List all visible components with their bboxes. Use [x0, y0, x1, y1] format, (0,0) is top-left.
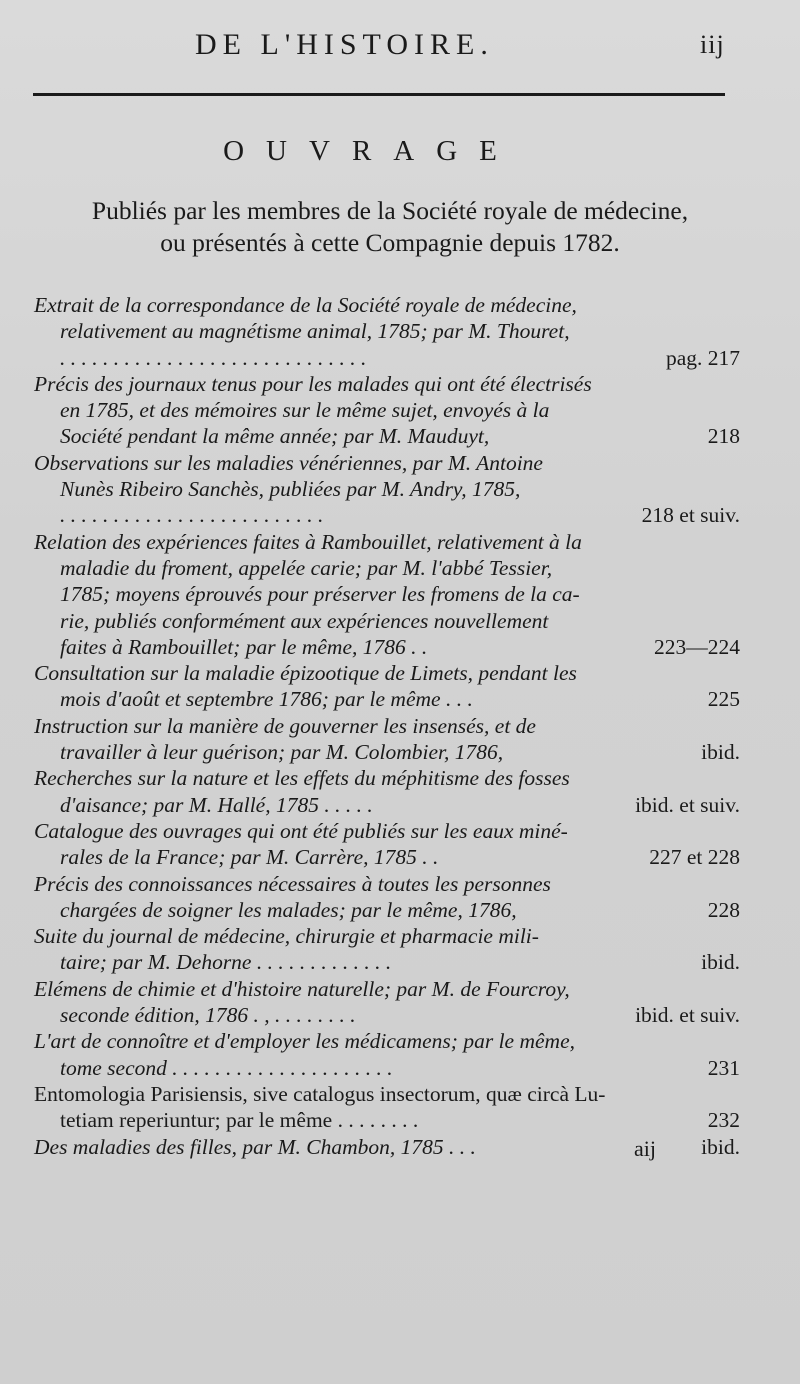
bibliography-entry — [34, 923, 740, 976]
bibliography-entry — [34, 292, 740, 371]
section-title: OUVRAGE — [223, 135, 519, 167]
entry-text: tetiam reperiuntur; par le même . . . . . . . . — [60, 1108, 419, 1133]
subtitle-line-2: ou présentés à cette Compagnie depuis 1782. — [160, 228, 620, 257]
entry-line — [34, 844, 740, 870]
entry-line — [34, 792, 740, 818]
entry-text: maladie du froment, appelée carie; par M. l'abbé Tessier, — [60, 555, 553, 580]
bibliography-entry — [34, 371, 740, 450]
page-reference: 231 — [707, 1055, 740, 1080]
page-reference: pag. 217 — [665, 345, 740, 370]
entry-text: L'art de connoître et d'employer les médicamens; par le même, — [34, 1029, 575, 1054]
bibliography-entry — [34, 871, 740, 924]
entry-line — [34, 923, 740, 949]
entry-line — [34, 397, 740, 423]
entry-line — [34, 502, 740, 528]
entry-text: Suite du journal de médecine, chirurgie et pharmacie mili- — [34, 924, 539, 949]
entry-text: seconde édition, 1786 . , . . . . . . . . — [60, 1003, 356, 1028]
entry-line — [34, 450, 740, 476]
entry-text: . . . . . . . . . . . . . . . . . . . . . . . . . . . . . — [60, 345, 367, 370]
entry-text: chargées de soigner les malades; par le même, 1786, — [60, 897, 517, 922]
entry-text: Société pendant la même année; par M. Mauduyt, — [60, 424, 490, 449]
entry-line — [34, 318, 740, 344]
entry-text: Observations sur les maladies vénériennes, par M. Antoine — [34, 450, 543, 475]
bibliography-entry — [34, 765, 740, 818]
entry-text: Instruction sur la manière de gouverner les insensés, et de — [34, 713, 536, 738]
entry-line — [34, 1055, 740, 1081]
page-reference: 218 et suiv. — [641, 503, 740, 528]
entry-text: Elémens de chimie et d'histoire naturelle; par M. de Fourcroy, — [34, 976, 570, 1001]
section-subtitle — [30, 195, 750, 259]
entry-line — [34, 871, 740, 897]
bibliography-entry — [34, 713, 740, 766]
entry-line — [34, 529, 740, 555]
entry-text: Relation des expériences faites à Rambouillet, relativement à la — [34, 529, 582, 554]
page-reference: 225 — [707, 687, 740, 712]
entry-text: Précis des connoissances nécessaires à toutes les personnes — [34, 871, 551, 896]
entry-text: Recherches sur la nature et les effets du méphitisme des fosses — [34, 766, 570, 791]
header-rule — [33, 93, 725, 96]
entry-line — [34, 713, 740, 739]
entry-line — [34, 634, 740, 660]
entry-text: Nunès Ribeiro Sanchès, publiées par M. Andry, 1785, — [60, 477, 521, 502]
entry-line — [34, 345, 740, 371]
entry-text: mois d'août et septembre 1786; par le même . . . — [60, 687, 473, 712]
page-reference: ibid. — [701, 1134, 740, 1159]
entry-text: Précis des journaux tenus pour les malades qui ont été électrisés — [34, 371, 592, 396]
entry-text: Des maladies des filles, par M. Chambon, 1785 . . . — [34, 1134, 476, 1159]
entry-text: taire; par M. Dehorne . . . . . . . . . . . . . — [60, 950, 392, 975]
entry-line — [34, 608, 740, 634]
page-reference: 227 et 228 — [649, 845, 740, 870]
entry-text: faites à Rambouillet; par le même, 1786 . . — [60, 634, 428, 659]
entry-line — [34, 555, 740, 581]
bibliography-entry — [34, 1081, 740, 1134]
entry-line — [34, 1107, 740, 1133]
entry-text: Consultation sur la maladie épizootique de Limets, pendant les — [34, 661, 577, 686]
page-reference: ibid. — [701, 740, 740, 765]
bibliography-entry — [34, 529, 740, 660]
entry-text: Entomologia Parisiensis, sive catalogus insectorum, quæ circà Lu- — [34, 1081, 606, 1106]
page-reference: ibid. — [701, 950, 740, 975]
entry-line — [34, 423, 740, 449]
entry-line — [34, 1002, 740, 1028]
entry-line — [34, 739, 740, 765]
entry-line — [34, 1081, 740, 1107]
entry-line — [34, 897, 740, 923]
entry-line — [34, 660, 740, 686]
page-reference: ibid. et suiv. — [635, 792, 740, 817]
entry-line — [34, 976, 740, 1002]
running-head — [0, 28, 800, 68]
entry-line — [34, 371, 740, 397]
bibliography-list — [34, 292, 740, 1160]
page-reference: 218 — [707, 424, 740, 449]
bibliography-entry — [34, 660, 740, 713]
page-reference: 223—224 — [654, 634, 740, 659]
entry-line — [34, 292, 740, 318]
entry-text: Catalogue des ouvrages qui ont été publiés sur les eaux miné- — [34, 818, 568, 843]
entry-text: d'aisance; par M. Hallé, 1785 . . . . . — [60, 792, 373, 817]
bibliography-entry — [34, 1028, 740, 1081]
page-reference: 228 — [707, 897, 740, 922]
entry-text: relativement au magnétisme animal, 1785; par M. Thouret, — [60, 319, 570, 344]
page-reference: 232 — [707, 1108, 740, 1133]
entry-line — [34, 765, 740, 791]
subtitle-line-1: Publiés par les membres de la Société royale de médecine, — [91, 196, 689, 225]
entry-line — [34, 949, 740, 975]
entry-line — [34, 686, 740, 712]
entry-text: en 1785, et des mémoires sur le même sujet, envoyés à la — [60, 398, 550, 423]
entry-text: 1785; moyens éprouvés pour préserver les fromens de la ca- — [60, 582, 580, 607]
signature-mark: aij — [634, 1136, 656, 1161]
entry-line — [34, 1028, 740, 1054]
bibliography-entry — [34, 976, 740, 1029]
entry-text: rales de la France; par M. Carrère, 1785 . . — [60, 845, 439, 870]
entry-text: rie, publiés conformément aux expériences nouvellement — [60, 608, 549, 633]
entry-line — [34, 818, 740, 844]
entry-text: travailler à leur guérison; par M. Colombier, 1786, — [60, 740, 504, 765]
entry-text: tome second . . . . . . . . . . . . . . . . . . . . . — [60, 1055, 393, 1080]
running-title: DE L'HISTOIRE. — [195, 28, 494, 61]
bibliography-entry — [34, 818, 740, 871]
page-reference: ibid. et suiv. — [635, 1003, 740, 1028]
bibliography-entry — [34, 450, 740, 529]
entry-line — [34, 581, 740, 607]
page-number: iij — [700, 30, 725, 59]
entry-line — [34, 476, 740, 502]
entry-text: Extrait de la correspondance de la Société royale de médecine, — [34, 293, 577, 317]
entry-text: . . . . . . . . . . . . . . . . . . . . . . . . . — [60, 503, 324, 528]
